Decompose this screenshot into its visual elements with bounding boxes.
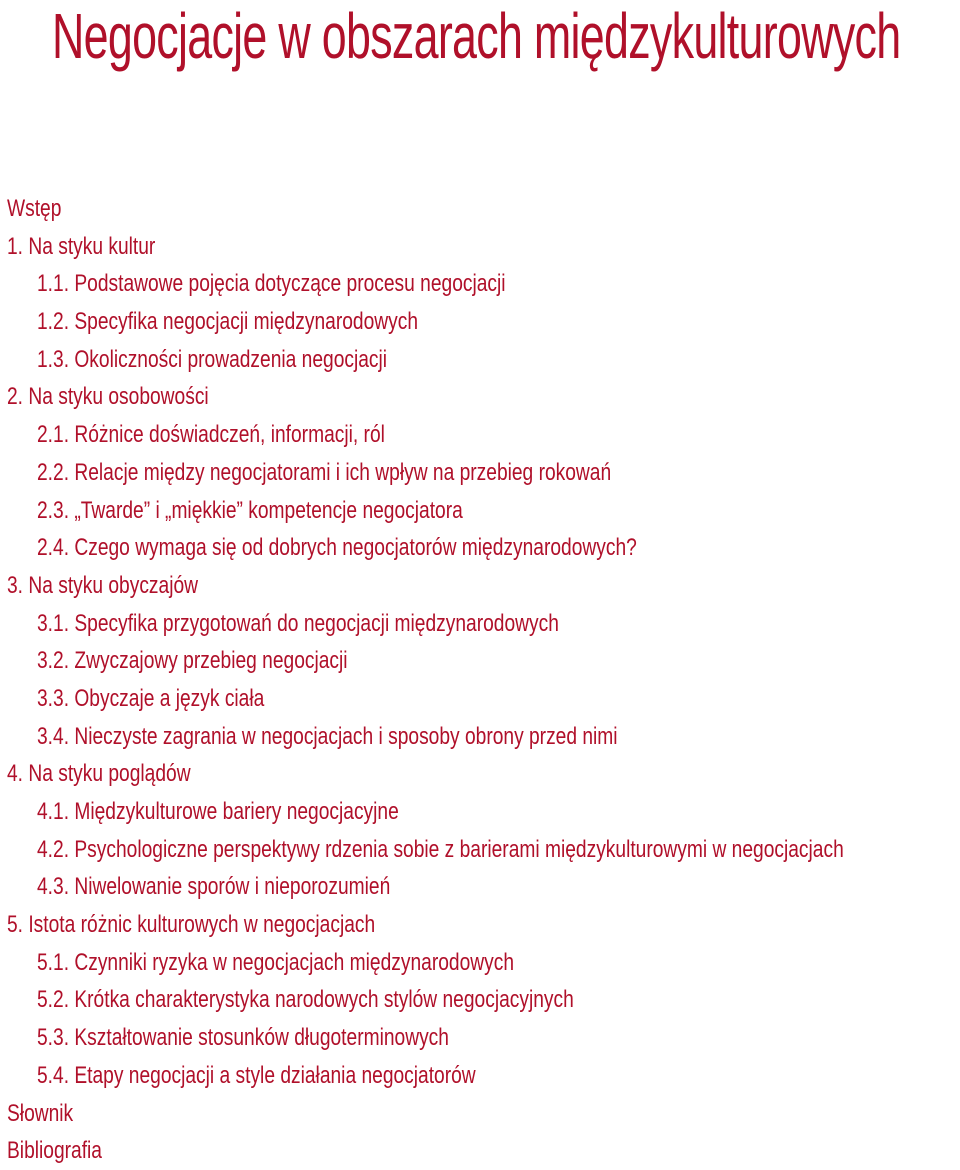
toc-chapter: 2. Na styku osobowości: [7, 383, 209, 411]
toc-section: 4.2. Psychologiczne perspektywy rdzenia sobie z barierami międzykulturowymi w negocjacjach: [37, 835, 844, 863]
toc-section: 5.2. Krótka charakterystyka narodowych stylów negocjacyjnych: [37, 986, 574, 1014]
toc-section: 5.4. Etapy negocjacji a style działania negocjatorów: [37, 1061, 476, 1089]
toc-section: 2.3. „Twarde” i „miękkie” kompetencje negocjatora: [37, 496, 463, 524]
toc-entry: Bibliografia: [7, 1137, 102, 1165]
toc-section: 5.3. Kształtowanie stosunków długoterminowych: [37, 1024, 449, 1052]
toc-section: 2.2. Relacje między negocjatorami i ich wpływ na przebieg rokowań: [37, 458, 612, 486]
toc-chapter: 4. Na styku poglądów: [7, 760, 191, 788]
table-of-contents: [7, 190, 960, 1170]
toc-section: 1.3. Okoliczności prowadzenia negocjacji: [37, 345, 388, 373]
toc-section: 2.4. Czego wymaga się od dobrych negocjatorów międzynarodowych?: [37, 534, 637, 562]
toc-section: 1.2. Specyfika negocjacji międzynarodowych: [37, 308, 418, 336]
toc-entry: Słownik: [7, 1099, 74, 1127]
toc-section: 4.1. Międzykulturowe bariery negocjacyjne: [37, 798, 399, 825]
toc-section: 3.2. Zwyczajowy przebieg negocjacji: [37, 647, 348, 675]
toc-section: 3.1. Specyfika przygotowań do negocjacji międzynarodowych: [37, 609, 559, 637]
toc-section: 1.1. Podstawowe pojęcia dotyczące procesu negocjacji: [37, 270, 506, 298]
page-title: Negocjacje w obszarach międzykulturowych: [52, 0, 901, 72]
toc-section: 2.1. Różnice doświadczeń, informacji, ról: [37, 421, 385, 449]
toc-section: 4.3. Niwelowanie sporów i nieporozumień: [37, 873, 391, 901]
toc-chapter: 3. Na styku obyczajów: [7, 571, 199, 599]
toc-chapter: 1. Na styku kultur: [7, 232, 156, 260]
toc-section: 5.1. Czynniki ryzyka w negocjacjach międzynarodowych: [37, 948, 515, 976]
toc-section: 3.3. Obyczaje a język ciała: [37, 684, 265, 712]
toc-chapter: 5. Istota różnic kulturowych w negocjacjach: [7, 911, 376, 939]
toc-section: 3.4. Nieczyste zagrania w negocjacjach i sposoby obrony przed nimi: [37, 722, 618, 750]
toc-entry: Wstęp: [7, 195, 62, 222]
